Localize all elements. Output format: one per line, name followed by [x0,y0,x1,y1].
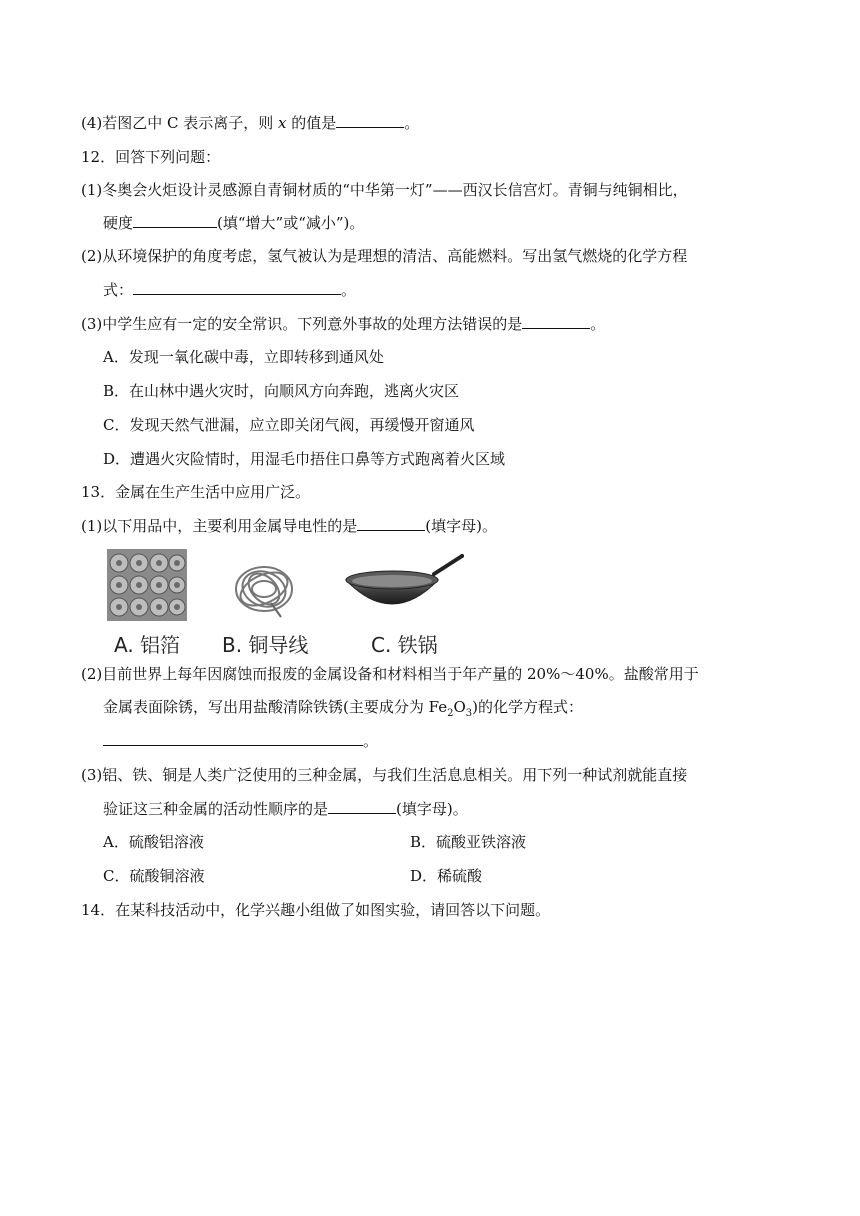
q13-part3-line1: (3)铝、铁、铜是人类广泛使用的三种金属，与我们生活息息相关。用下列一种试剂就能直接 [81,766,688,784]
q12-part2-line1: (2)从环境保护的角度考虑，氢气被认为是理想的清洁、高能燃料。写出氢气燃烧的化学方程 [81,247,688,265]
q12-option-c: C．发现天然气泄漏，应立即关闭气阀，再缓慢开窗通风 [103,416,475,434]
q12-part3: (3)中学生应有一定的安全常识。下列意外事故的处理方法错误的是 。 [81,315,606,333]
q13-option-b: B．硫酸亚铁溶液 [410,833,527,851]
q13-part1: (1)以下用品中，主要利用金属导电性的是 (填字母)。 [81,517,497,535]
answer-blank[interactable] [133,280,341,295]
q13-option-d: D．稀硫酸 [410,867,483,885]
aluminum-foil-image [107,549,187,621]
answer-blank[interactable] [336,113,404,128]
answer-blank[interactable] [133,213,217,228]
q13-option-c: C．硫酸铜溶液 [103,867,205,885]
q13-option-a: A．硫酸铝溶液 [103,833,204,851]
q12-part2-line2: 式： 。 [103,281,357,299]
caption-aluminum-foil: A. 铝箔 [114,633,181,657]
q12-title: 12．回答下列问题： [81,148,221,166]
q14-title: 14．在某科技活动中，化学兴趣小组做了如图实验，请回答以下问题。 [81,901,551,919]
q11-part4: (4)若图乙中 C 表示离子，则 x 的值是 。 [81,114,420,132]
answer-blank[interactable] [522,314,590,329]
q12-part1-line2: 硬度 (填“增大”或“减小”)。 [103,214,365,232]
copper-wire-image [231,559,297,619]
q13-part2-line2: 金属表面除锈，写出用盐酸清除铁锈(主要成分为 $Fe_2O_3$)的化学方程式： [103,698,584,719]
q12-part1-line1: (1)冬奥会火炬设计灵感源自青铜材质的“中华第一灯”——西汉长信宫灯。青铜与纯铜相比， [81,181,688,199]
answer-blank[interactable] [103,731,363,746]
q13-part3-line2: 验证这三种金属的活动性顺序的是 (填字母)。 [103,800,468,818]
answer-blank[interactable] [357,516,425,531]
q12-option-a: A．发现一氧化碳中毒，立即转移到通风处 [103,348,384,366]
q13-part2-line3: 。 [103,731,378,751]
q13-title: 13．金属在生产生活中应用广泛。 [81,483,311,501]
q12-option-d: D．遭遇火灾险情时，用湿毛巾捂住口鼻等方式跑离着火区域 [103,450,506,468]
caption-copper-wire: B. 铜导线 [222,633,309,657]
answer-blank[interactable] [328,799,396,814]
q13-part2-line1: (2)目前世界上每年因腐蚀而报废的金属设备和材料相当于年产量的 20%～40%。盐酸常用于 [81,665,699,683]
iron-wok-image [344,552,468,622]
q12-option-b: B．在山林中遇火灾时，向顺风方向奔跑，逃离火灾区 [103,382,460,400]
caption-iron-wok: C. 铁锅 [371,633,438,657]
